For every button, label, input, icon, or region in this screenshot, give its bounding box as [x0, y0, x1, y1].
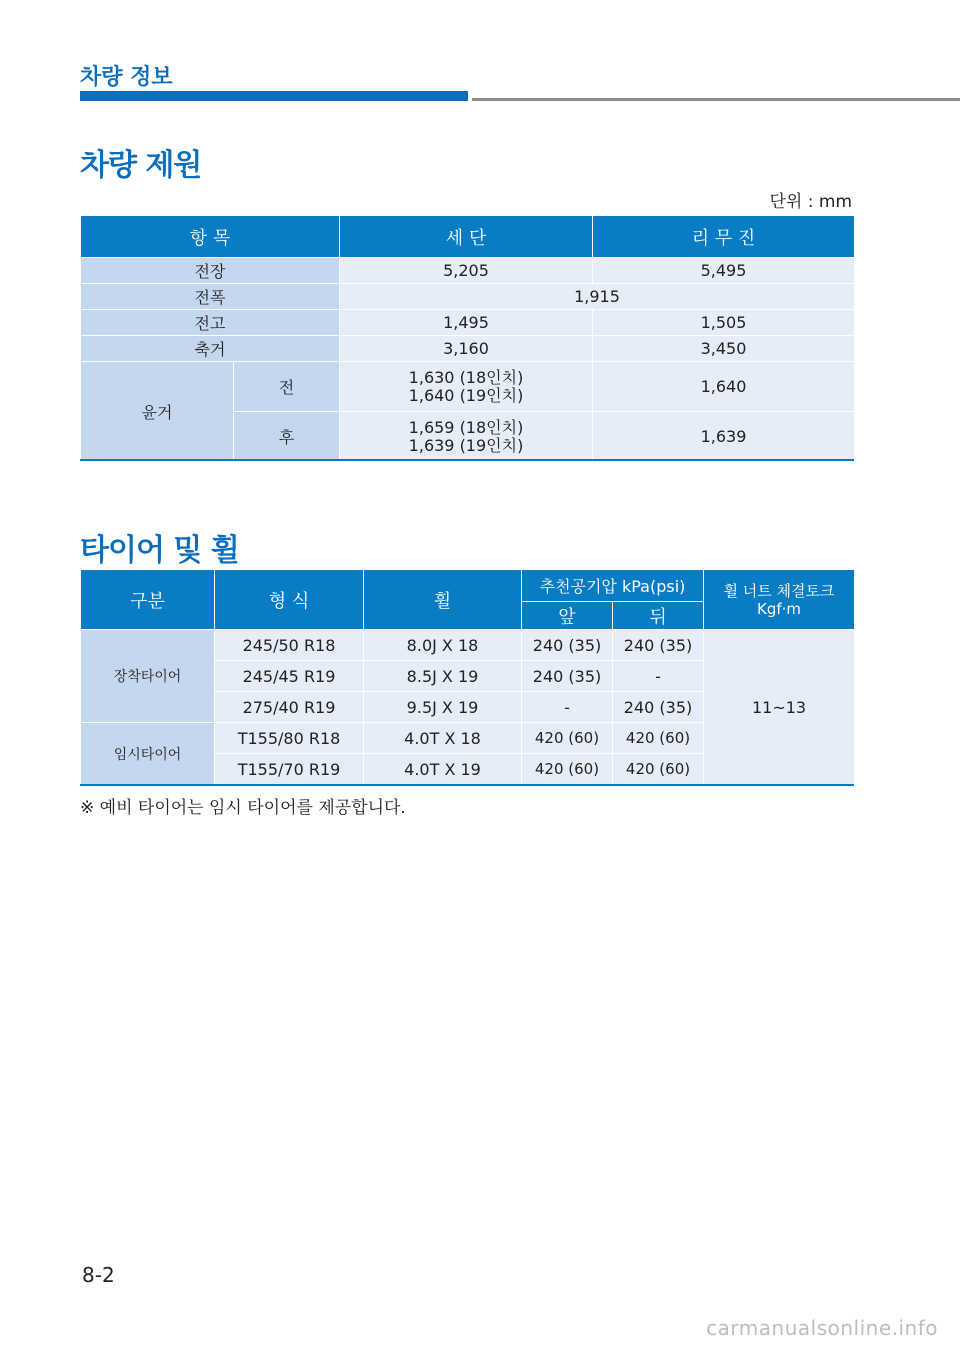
cell-value: 240 (35): [613, 630, 704, 661]
cell-value: 420 (60): [522, 723, 613, 754]
watermark: carmanualsonline.info: [706, 1316, 938, 1340]
row-sublabel: 후: [234, 412, 340, 462]
cell-value: 8.5J X 19: [364, 661, 522, 692]
cell-value: -: [522, 692, 613, 723]
group-label: 임시타이어: [81, 723, 215, 785]
row-label: 전폭: [81, 284, 340, 310]
cell-line: 1,640 (19인치): [408, 385, 524, 405]
specs-table: [80, 215, 855, 462]
cell-value: 420 (60): [522, 754, 613, 785]
cell-value: [340, 362, 593, 412]
tires-col-torque: [704, 570, 855, 630]
cell-line: 1,630 (18인치): [408, 367, 524, 387]
table-row: [81, 310, 855, 336]
tires-table: [80, 569, 855, 785]
cell-value: 3,160: [340, 336, 593, 362]
cell-value: 1,915: [340, 284, 855, 310]
row-label: 축거: [81, 336, 340, 362]
cell-value: T155/80 R18: [215, 723, 364, 754]
tires-col-wheel: 휠: [364, 570, 522, 630]
table-row: [81, 258, 855, 284]
cell-value: 1,495: [340, 310, 593, 336]
row-sublabel: 전: [234, 362, 340, 412]
torque-value: 11~13: [704, 630, 855, 785]
tires-col-rear: 뒤: [613, 602, 704, 630]
specs-title: 차량 제원: [80, 148, 202, 183]
cell-value: 3,450: [593, 336, 855, 362]
cell-value: 1,639: [593, 412, 855, 462]
cell-value: 1,505: [593, 310, 855, 336]
cell-line: 1,659 (18인치): [408, 417, 524, 437]
tires-col-type: 형 식: [215, 570, 364, 630]
cell-value: [340, 412, 593, 462]
header-line: Kgf·m: [757, 599, 802, 618]
cell-value: 240 (35): [522, 661, 613, 692]
header-rule: [472, 98, 960, 101]
cell-value: 420 (60): [613, 723, 704, 754]
cell-value: 275/40 R19: [215, 692, 364, 723]
header-line: 휠 너트 체결토크: [723, 581, 835, 600]
specs-col-sedan: 세 단: [340, 216, 593, 258]
table-row: [81, 336, 855, 362]
tires-col-category: 구분: [81, 570, 215, 630]
tires-col-front: 앞: [522, 602, 613, 630]
row-label: 윤거: [81, 362, 234, 462]
cell-value: 245/50 R18: [215, 630, 364, 661]
cell-value: 420 (60): [613, 754, 704, 785]
cell-value: 245/45 R19: [215, 661, 364, 692]
header-accent-bar: [80, 91, 468, 101]
cell-value: 240 (35): [522, 630, 613, 661]
tires-col-pressure: 추천공기압 kPa(psi): [522, 570, 704, 602]
table-row: [81, 284, 855, 310]
section-header: 차량 정보: [80, 65, 173, 90]
cell-line: 1,639 (19인치): [408, 435, 524, 455]
tires-table-bottom-rule: [80, 784, 854, 786]
cell-value: 240 (35): [613, 692, 704, 723]
table-row: [81, 630, 855, 661]
cell-value: 5,495: [593, 258, 855, 284]
cell-value: 4.0T X 18: [364, 723, 522, 754]
cell-value: 9.5J X 19: [364, 692, 522, 723]
tires-title: 타이어 및 휠: [80, 533, 239, 568]
cell-value: 4.0T X 19: [364, 754, 522, 785]
tires-note: ※ 예비 타이어는 임시 타이어를 제공합니다.: [80, 798, 406, 818]
cell-value: T155/70 R19: [215, 754, 364, 785]
cell-value: 1,640: [593, 362, 855, 412]
cell-value: -: [613, 661, 704, 692]
row-label: 전고: [81, 310, 340, 336]
row-label: 전장: [81, 258, 340, 284]
specs-col-limo: 리 무 진: [593, 216, 855, 258]
specs-unit: 단위 : mm: [769, 192, 852, 212]
cell-value: 8.0J X 18: [364, 630, 522, 661]
specs-col-item: 항 목: [81, 216, 340, 258]
cell-value: 5,205: [340, 258, 593, 284]
table-row: [81, 362, 855, 412]
page-number: 8-2: [82, 1263, 115, 1287]
group-label: 장착타이어: [81, 630, 215, 723]
specs-table-bottom-rule: [80, 459, 854, 461]
